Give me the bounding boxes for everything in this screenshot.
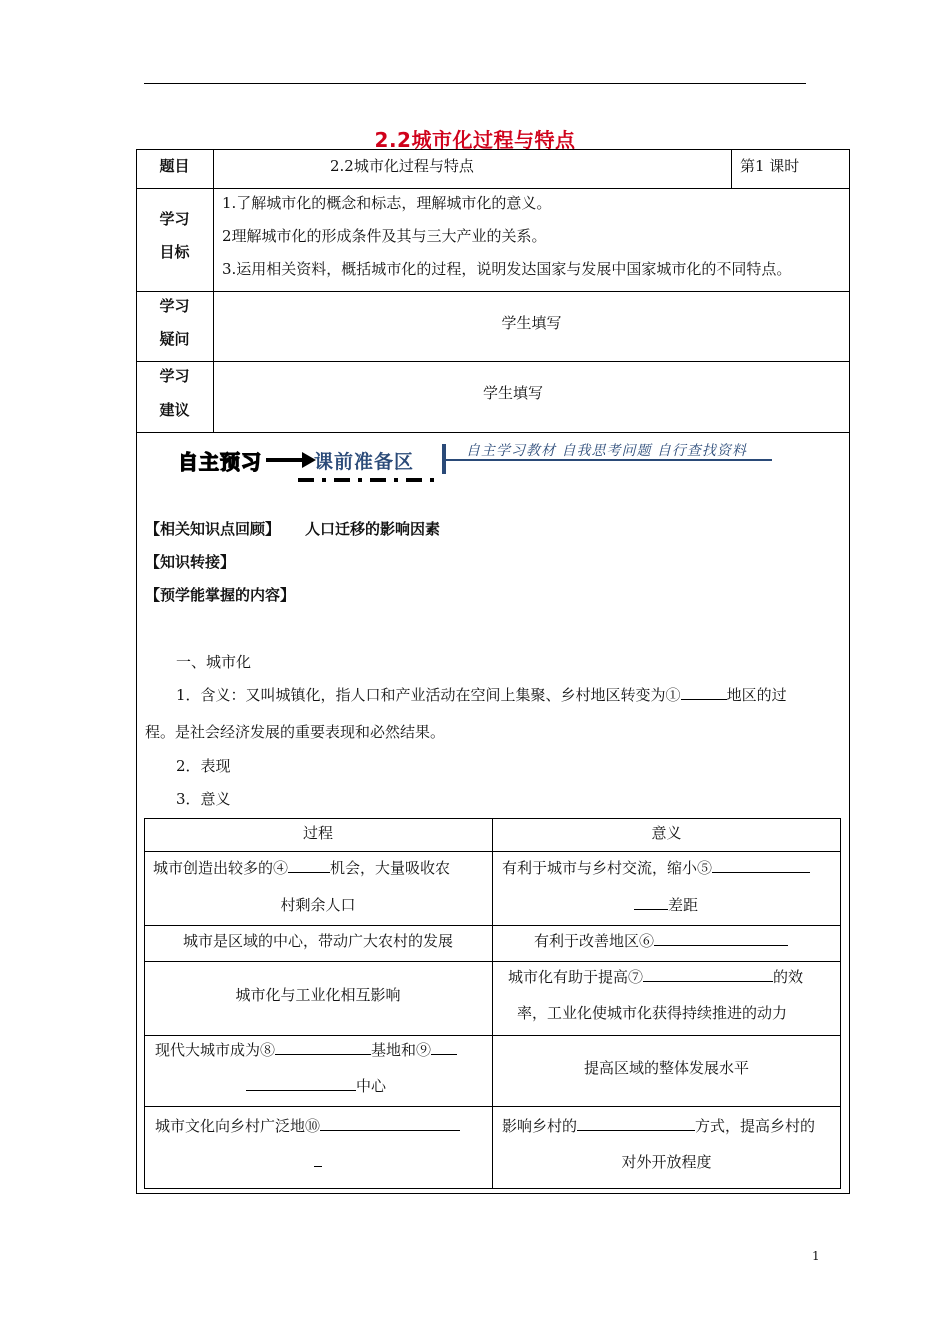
table-cell: 村剩余人口 [280,896,356,914]
arrow-right-icon [266,452,316,468]
blank-10b[interactable] [314,1154,322,1167]
blank-1[interactable] [681,687,727,700]
goal-item: 2理解城市化的形成条件及其与三大产业的关系。 [222,227,547,245]
table-cell [314,1153,322,1171]
blank-9[interactable] [431,1042,457,1055]
row-divider [144,1035,841,1036]
preview-banner [178,438,778,490]
table-cell: 率，工业化使城市化获得持续推进的动力 [517,1004,788,1022]
column-header-process: 过程 [302,824,333,842]
goals-label-1: 学习 [159,210,190,228]
table-cell: 城市创造出较多的④ 机会，大量吸收农 [153,859,451,877]
goal-item: 3.运用相关资料，概括城市化的过程，说明发达国家与发展中国家城市化的不同特点。 [222,260,792,278]
heading-urbanization: 一、城市化 [176,653,252,671]
table-cell: 城市是区域的中心，带动广大农村的发展 [182,932,453,950]
review-label: 【相关知识点回顾】 [145,520,281,538]
row-divider [136,291,850,292]
column-divider [492,818,493,1189]
suggestions-label-1: 学习 [159,367,190,385]
table-cell: 城市文化向乡村广泛地⑩ [155,1117,460,1135]
column-header-significance: 意义 [651,824,682,842]
definition-line-2: 程。是社会经济发展的重要表现和必然结果。 [145,723,446,741]
transfer-label: 【知识转接】 [145,553,236,571]
row-divider [144,851,841,852]
table-cell: 现代大城市成为⑧ 基地和⑨ [155,1041,457,1059]
blank-11[interactable] [577,1118,695,1131]
table-cell: 影响乡村的 方式，提高乡村的 [502,1117,816,1135]
banner-underline [298,478,438,482]
suggestions-value[interactable]: 学生填写 [482,384,543,402]
page-title: 2.2城市化过程与特点 [374,128,576,152]
questions-label-2: 疑问 [159,330,190,348]
table-cell: 有利于城市与乡村交流，缩小⑤ [502,859,810,877]
blank-7[interactable] [643,969,773,982]
blank-8[interactable] [275,1042,371,1055]
table-cell: 城市化与工业化相互影响 [235,986,401,1004]
row-divider [144,925,841,926]
review-topic: 人口迁移的影响因素 [305,520,441,538]
banner-title: 课前准备区 [314,451,415,473]
item-significance: 3．意义 [176,790,231,808]
master-label: 【预学能掌握的内容】 [145,586,296,604]
suggestions-label-2: 建议 [159,401,190,419]
blank-9b[interactable] [246,1078,356,1091]
row-divider [144,961,841,962]
topic-label: 题目 [159,157,190,175]
blank-10[interactable] [320,1118,460,1131]
row-divider [136,188,850,189]
questions-value[interactable]: 学生填写 [501,314,562,332]
blank-5[interactable] [712,860,810,873]
row-divider [136,432,850,433]
definition-line [176,686,787,704]
page-number: 1 [812,1249,820,1263]
header-rule [144,83,806,84]
period-label: 第1 课时 [740,157,800,175]
table-cell: 中心 [246,1077,386,1095]
table-cell: 差距 [634,896,698,914]
definition-text: 1．含义：又叫城镇化，指人口和产业活动在空间上集聚、乡村地区转变为① [176,686,681,704]
column-divider [731,149,732,188]
banner-subtitle: 自主学习教材 自我思考问题 自行查找资料 [466,443,747,459]
topic-value: 2.2城市化过程与特点 [330,157,474,175]
definition-tail: 地区的过 [726,686,787,704]
table-cell: 城市化有助于提高⑦ 的效 [508,968,804,986]
banner-badge: 自主预习 [178,450,262,474]
blank-4[interactable] [288,860,330,873]
table-cell: 对外开放程度 [621,1153,712,1171]
item-performance: 2．表现 [176,757,231,775]
questions-label-1: 学习 [159,297,190,315]
table-cell: 提高区域的整体发展水平 [583,1059,749,1077]
goals-label-2: 目标 [159,243,190,261]
row-divider [144,1106,841,1107]
blank-5b[interactable] [634,897,668,910]
blank-6[interactable] [654,933,788,946]
goal-item: 1.了解城市化的概念和标志，理解城市化的意义。 [222,194,552,212]
row-divider [136,361,850,362]
table-cell: 有利于改善地区⑥ [534,932,788,950]
